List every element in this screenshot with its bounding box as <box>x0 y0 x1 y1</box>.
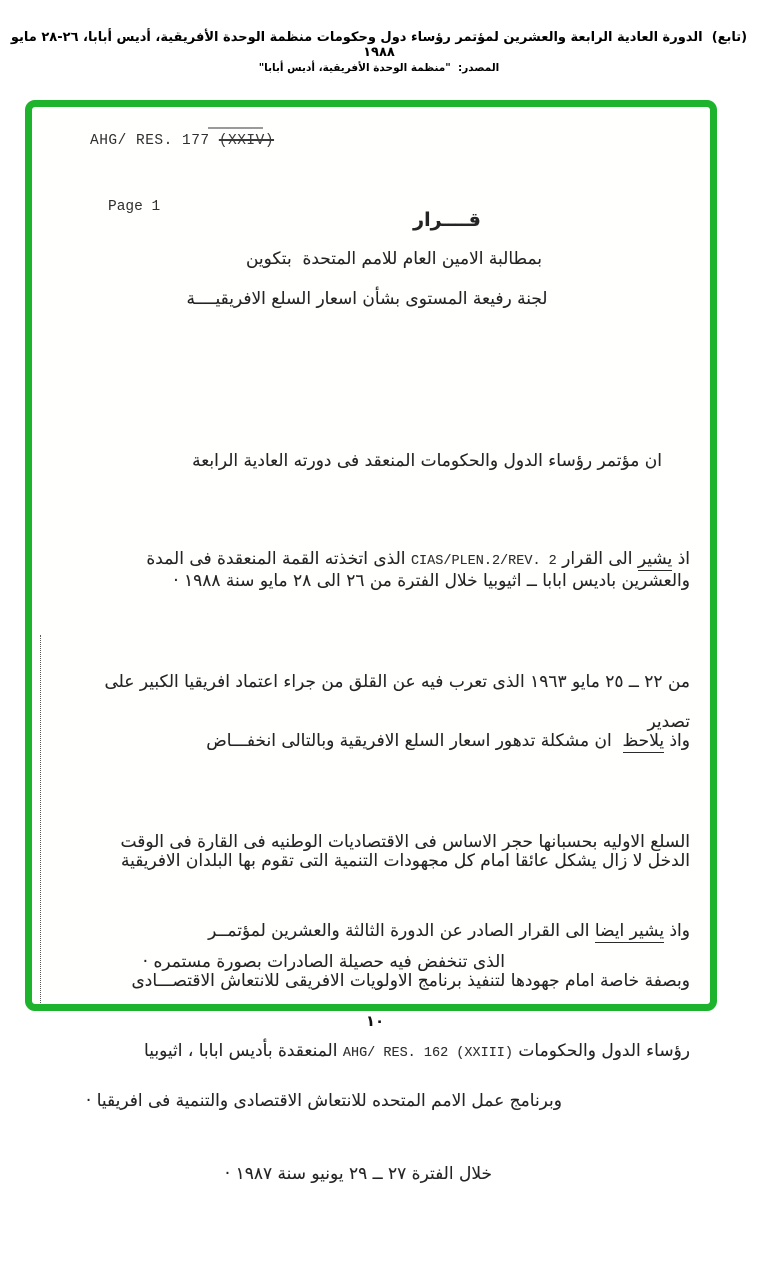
resolution-title-line2: لجنة رفيعة المستوى بشأن اسعار السلع الافريقيــــة <box>186 289 548 309</box>
underlined-word: يشير <box>637 549 673 569</box>
paragraph-line: الذى تنخفض فيه حصيلة الصادرات بصورة مستمره · <box>142 952 505 972</box>
text-run: الذى اتخذته القمة المنعقدة فى المدة <box>146 549 411 569</box>
page-label: Page 1 <box>108 199 161 215</box>
latin-reference: CIAS/PLEN.2/REV. 2 <box>410 554 557 569</box>
resolution-heading-word: قــــرار <box>413 209 481 231</box>
correction-mark-line <box>208 127 263 129</box>
resolution-reference <box>90 133 274 149</box>
caption-session-line: (تابع) الدورة العادية الرابعة والعشرين لمؤتمر رؤساء دول وحكومات منظمة الوحدة الأفريقية، أديس أبابا، ٢٦-٢٨ مايو ١٩٨٨ <box>6 30 748 60</box>
paragraph-line: السلع الاوليه بحسبانها حجر الاساس فى الاقتصاديات الوطنيه فى القارة فى الوقت <box>120 832 690 852</box>
page-number: ١٠ <box>365 1012 385 1030</box>
text-run: واذ <box>664 921 690 941</box>
text-run: واذ <box>664 731 690 751</box>
text-run: المنعقدة بأديس ابابا ، اثيوبيا <box>144 1041 343 1061</box>
text-run: اذ <box>672 549 690 569</box>
paragraph-line: الدخل لا زال يشكل عائقا امام كل مجهودات التنمية التى تقوم بها البلدان الافريقية <box>120 851 690 871</box>
paragraph-line: وبرنامج عمل الامم المتحده للانتعاش الاقتصادى والتنمية فى افريقيا · <box>85 1091 562 1111</box>
text-run: ان مشكلة تدهور اسعار السلع الافريقية وبالتالى انخفـــاض <box>206 731 623 751</box>
paragraph-line: والعشرين باديس ابابا ــ اثيوبيا خلال الفترة من ٢٦ الى ٢٨ مايو سنة ١٩٨٨ · <box>173 571 690 591</box>
caption-source-line: المصدر: "منظمة الوحدة الأفريقية، أديس أبابا" <box>258 62 500 74</box>
underlined-word: يشير ايضا <box>594 921 665 941</box>
scan-artifact-dotted-line <box>40 635 41 1003</box>
underlined-word: يلاحظ <box>622 731 665 751</box>
latin-reference: AHG/ RES. 162 (XXIII) <box>342 1046 514 1061</box>
paragraph-line <box>62 911 690 951</box>
paragraph-line: وبصفة خاصة امام جهودها لتنفيذ برنامج الاولويات الافريقى للانتعاش الاقتصـــادى <box>131 971 690 991</box>
paragraph-line <box>62 539 690 582</box>
paragraph-line: ان مؤتمر رؤساء الدول والحكومات المنعقد فى دورته العادية الرابعة <box>192 451 662 471</box>
resolution-title-line1: بمطالبة الامين العام للامم المتحدة بتكوين <box>245 249 543 269</box>
resolution-ref-session-struck: (XXIV) <box>218 133 275 149</box>
paragraph-line: من ٢٢ ــ ٢٥ مايو ١٩٦٣ الذى تعرب فيه عن القلق من جراء اعتماد افريقيا الكبير على تصدير <box>99 672 690 732</box>
paragraph-line <box>62 721 690 761</box>
resolution-ref-number: AHG/ RES. 177 <box>90 133 219 149</box>
paragraph-line <box>62 1031 690 1074</box>
text-run: رؤساء الدول والحكومات <box>513 1041 690 1061</box>
paragraph-recalling-also <box>62 831 690 1274</box>
text-run: الى القرار الصادر عن الدورة الثالثة والعشرين لمؤتمــر <box>208 921 595 941</box>
paragraph-line: خلال الفترة ٢٧ ــ ٢٩ يونيو سنة ١٩٨٧ · <box>224 1164 492 1184</box>
text-run: الى القرار <box>556 549 638 569</box>
